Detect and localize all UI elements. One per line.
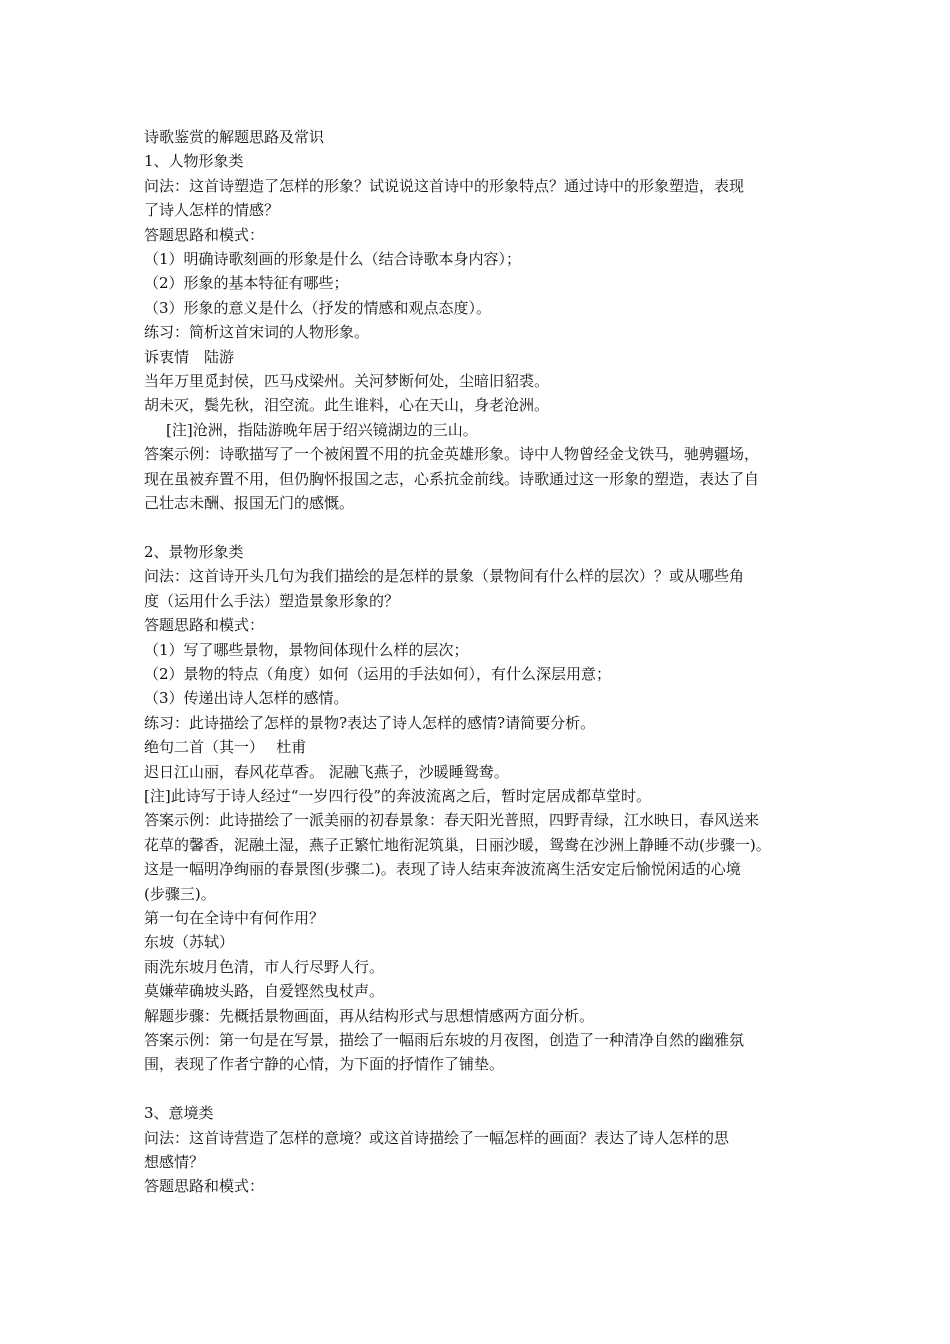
answer-text: (步骤三)。 [144, 884, 216, 903]
solution-steps: 解题步骤：先概括景物画面，再从结构形式与思想情感两方面分析。 [144, 1006, 595, 1025]
poem-title: 诉衷情 陆游 [144, 347, 235, 366]
poem-note: [注]此诗写于诗人经过“一岁四行役”的奔波流离之后，暂时定居成都草堂时。 [144, 786, 652, 805]
answer-text: 围，表现了作者宁静的心情，为下面的抒情作了铺垫。 [144, 1055, 505, 1074]
poem-line: 雨洗东坡月色清，市人行尽野人行。 [144, 957, 385, 976]
poem-title: 绝句二首（其一） 杜甫 [144, 738, 307, 757]
question-text: 了诗人怎样的情感？ [144, 201, 280, 220]
section-heading: 1、人物形象类 [144, 152, 244, 171]
poem-title: 东坡（苏轼） [144, 933, 235, 952]
question-text: 问法：这首诗塑造了怎样的形象？试说说这首诗中的形象特点？通过诗中的形象塑造，表现 [144, 176, 745, 195]
question-text: 想感情？ [144, 1153, 205, 1172]
followup-question: 第一句在全诗中有何作用？ [144, 908, 325, 927]
approach-label: 答题思路和模式： [144, 225, 265, 244]
poem-line: 胡未灭，鬓先秋，泪空流。此生谁料，心在天山，身老沧洲。 [144, 396, 550, 415]
poem-line: 迟日江山丽，春风花草香。 泥融飞燕子，沙暖睡鸳鸯。 [144, 762, 509, 781]
answer-text: 这是一幅明净绚丽的春景图(步骤二)。表现了诗人结束奔波流离生活安定后愉悦闲适的心境 [144, 860, 741, 879]
approach-label: 答题思路和模式： [144, 1177, 265, 1196]
step-item: （2）景物的特点（角度）如何（运用的手法如何），有什么深层用意； [144, 664, 612, 683]
exercise-text: 练习：简析这首宋词的人物形象。 [144, 323, 370, 342]
step-item: （3）传递出诗人怎样的感情。 [144, 689, 349, 708]
question-text: 问法：这首诗营造了怎样的意境？或这首诗描绘了一幅怎样的画面？表达了诗人怎样的思 [144, 1128, 730, 1147]
step-item: （1）明确诗歌刻画的形象是什么（结合诗歌本身内容）； [144, 250, 522, 269]
section-heading: 2、景物形象类 [144, 542, 244, 561]
poem-note: [注]沧洲，指陆游晚年居于绍兴镜湖边的三山。 [166, 420, 478, 439]
answer-text: 现在虽被弃置不用，但仍胸怀报国之志，心系抗金前线。诗歌通过这一形象的塑造，表达了自 [144, 469, 760, 488]
blank-line [144, 1077, 814, 1101]
question-text: 问法：这首诗开头几句为我们描绘的是怎样的景象（景物间有什么样的层次）？或从哪些角 [144, 567, 745, 586]
document-title: 诗歌鉴赏的解题思路及常识 [144, 128, 325, 146]
blank-line [144, 516, 814, 540]
step-item: （2）形象的基本特征有哪些； [144, 274, 349, 293]
step-item: （1）写了哪些景物，景物间体现什么样的层次； [144, 640, 469, 659]
answer-text: 答案示例：诗歌描写了一个被闲置不用的抗金英雄形象。诗中人物曾经金戈铁马，驰骋疆场， [144, 445, 760, 464]
approach-label: 答题思路和模式： [144, 616, 265, 635]
answer-text: 答案示例：此诗描绘了一派美丽的初春景象：春天阳光普照，四野青绿，江水映日，春风送来 [144, 811, 760, 830]
answer-text: 答案示例：第一句是在写景，描绘了一幅雨后东坡的月夜图，创造了一种清净自然的幽雅氛 [144, 1031, 745, 1050]
poem-line: 莫嫌荦确坡头路，自爱铿然曳杖声。 [144, 982, 385, 1001]
step-item: （3）形象的意义是什么（抒发的情感和观点态度）。 [144, 298, 492, 317]
answer-text: 己壮志未酬、报国无门的感慨。 [144, 494, 355, 513]
poem-line: 当年万里觅封侯，匹马戍梁州。关河梦断何处，尘暗旧貂裘。 [144, 372, 550, 391]
answer-text: 花草的馨香，泥融土湿，燕子正繁忙地衔泥筑巢，日丽沙暖，鸳鸯在沙洲上静睡不动(步骤一)。 [144, 835, 771, 854]
question-text: 度（运用什么手法）塑造景象形象的？ [144, 591, 400, 610]
section-heading: 3、意境类 [144, 1104, 214, 1123]
document-page [144, 125, 814, 1199]
exercise-text: 练习：此诗描绘了怎样的景物?表达了诗人怎样的感情?请简要分析。 [144, 713, 596, 732]
